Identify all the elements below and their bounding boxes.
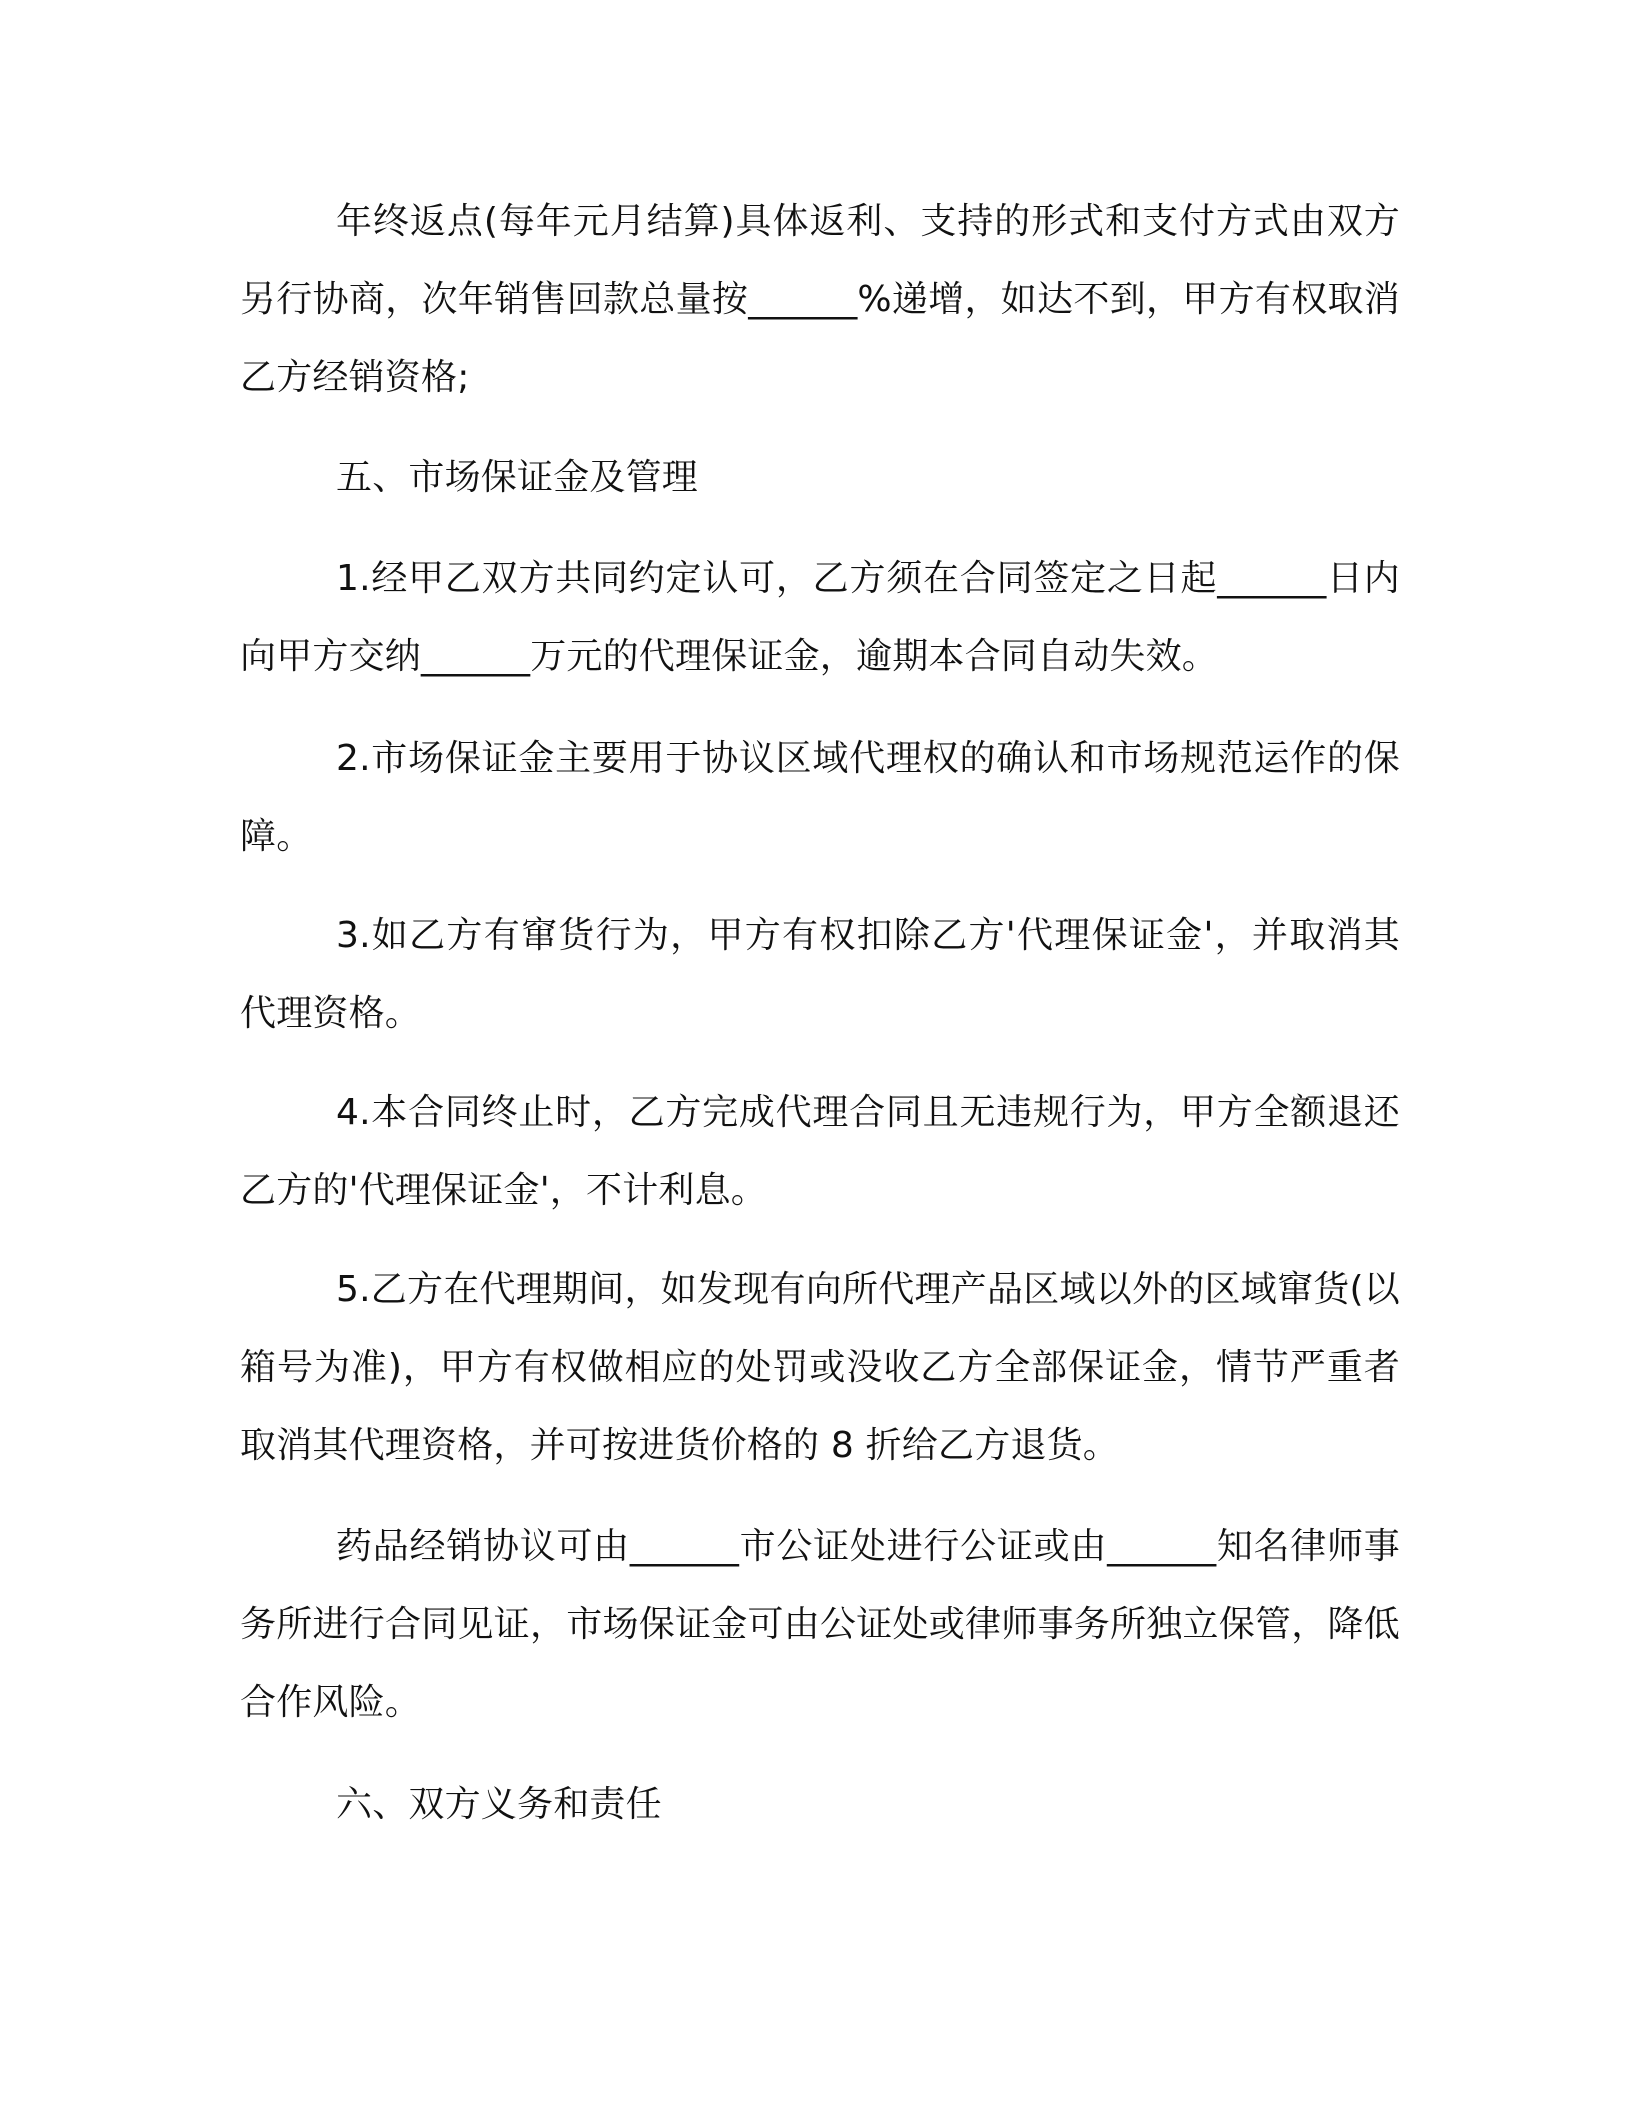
paragraph-deposit-clause-5: 5.乙方在代理期间，如发现有向所代理产品区域以外的区域窜货(以箱号为准)，甲方有权做相应的处罚或没收乙方全部保证金，情节严重者取消其代理资格，并可按进货价格的 8 折给乙方退货。 <box>240 1269 1400 1466</box>
paragraph-deposit-clause-3: 3.如乙方有窜货行为，甲方有权扣除乙方'代理保证金'，并取消其代理资格。 <box>240 915 1400 1034</box>
section-heading-obligations: 六、双方义务和责任 <box>336 1784 662 1825</box>
paragraph-annual-rebate: 年终返点(每年元月结算)具体返利、支持的形式和支付方式由双方另行协商，次年销售回款总量按______%递增，如达不到，甲方有权取消乙方经销资格; <box>240 201 1400 398</box>
paragraph-deposit-clause-4: 4.本合同终止时，乙方完成代理合同且无违规行为，甲方全额退还乙方的'代理保证金'，不计利息。 <box>240 1092 1400 1211</box>
section-heading-market-deposit: 五、市场保证金及管理 <box>336 457 699 498</box>
paragraph-notarization: 药品经销协议可由______市公证处进行公证或由______知名律师事务所进行合同见证，市场保证金可由公证处或律师事务所独立保管，降低合作风险。 <box>240 1526 1400 1723</box>
paragraph-deposit-clause-2: 2.市场保证金主要用于协议区域代理权的确认和市场规范运作的保障。 <box>240 738 1400 857</box>
paragraph-deposit-clause-1: 1.经甲乙双方共同约定认可，乙方须在合同签定之日起______日内向甲方交纳______万元的代理保证金，逾期本合同自动失效。 <box>240 558 1400 677</box>
